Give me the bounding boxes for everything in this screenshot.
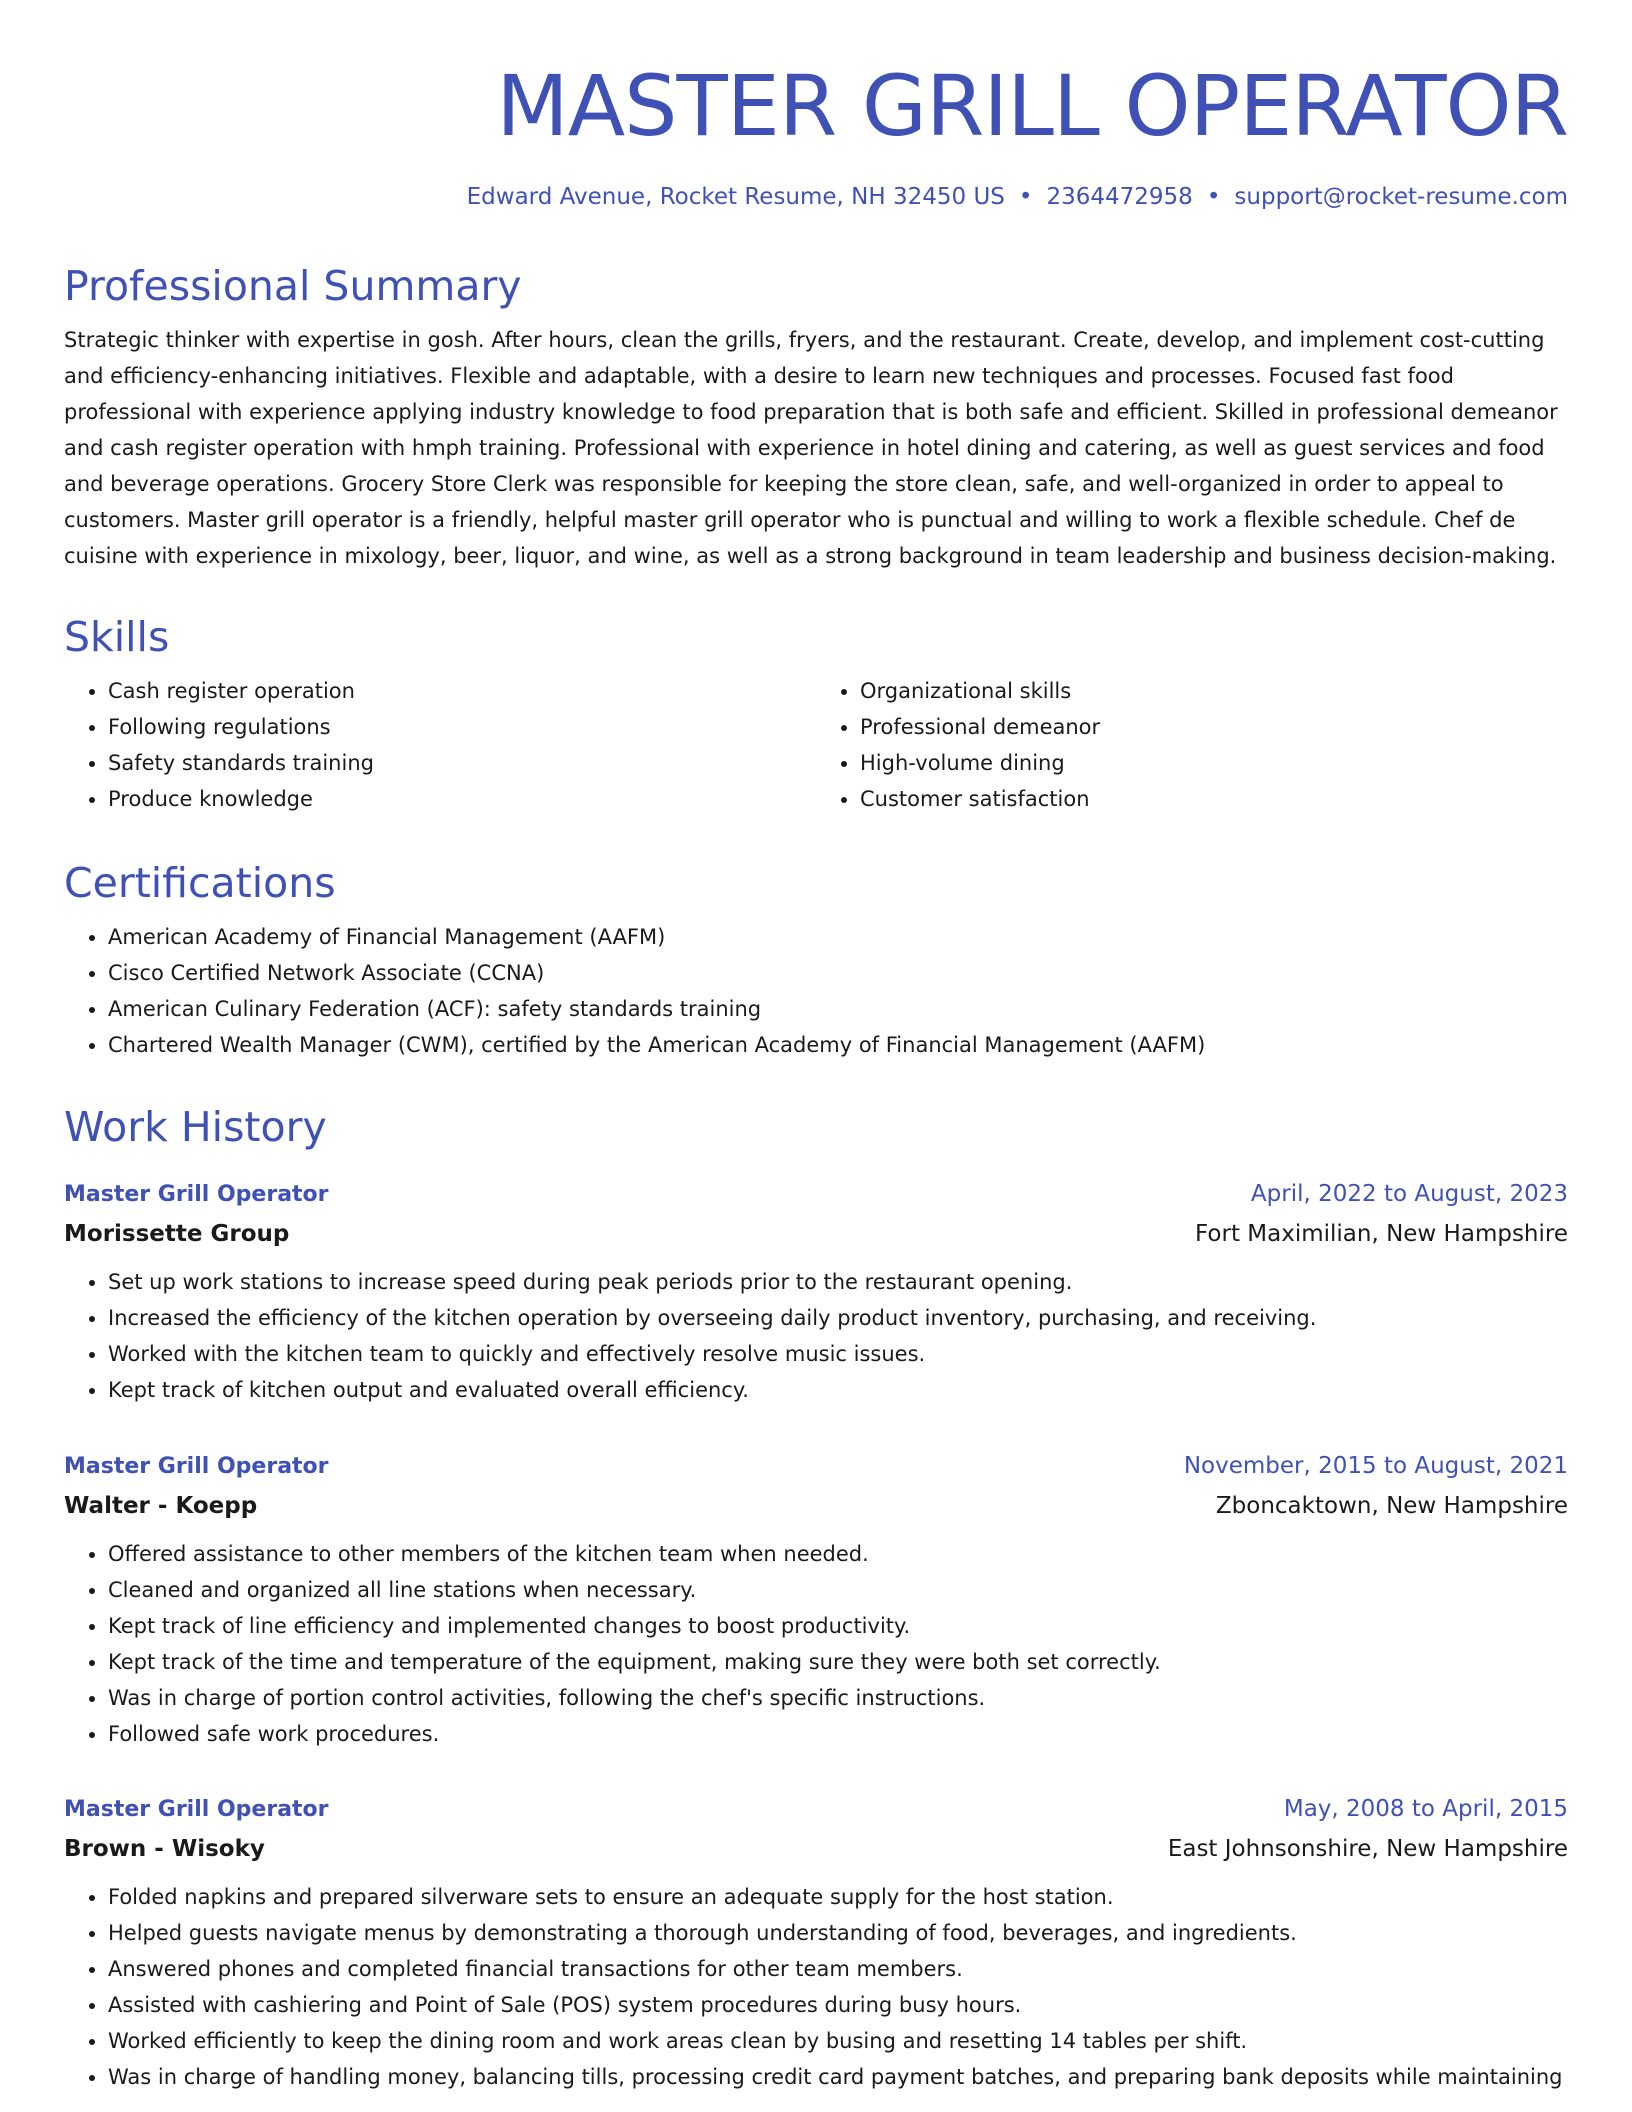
contact-separator: • [1018, 184, 1033, 210]
certifications-title: Certifications [64, 859, 336, 907]
job-title: Master Grill Operator [64, 1797, 329, 1822]
job-bullet: • Was in charge of portion control activities, following the chef's specific instructions. [108, 1680, 1568, 1716]
job-bullet: • Worked efficiently to keep the dining room and work areas clean by busing and resetting 14 tables per shift. [108, 2023, 1568, 2059]
job-bullet-list [64, 1536, 1568, 1752]
job-subheader [64, 1486, 1568, 1526]
job-location: Zboncaktown, New Hampshire [1215, 1493, 1568, 1519]
job-location: East Johnsonshire, New Hampshire [1167, 1836, 1568, 1862]
certifications-section [64, 857, 1568, 1063]
skills-title: Skills [64, 613, 170, 661]
summary-title: Professional Summary [64, 262, 522, 310]
certification-item: • Chartered Wealth Manager (CWM), certified by the American Academy of Financial Management (AAFM) [108, 1027, 1568, 1063]
job-subheader [64, 1214, 1568, 1254]
skill-item: • Cash register operation [108, 673, 816, 709]
resume-name: MASTER GRILL OPERATOR [496, 57, 1568, 155]
job-header [64, 1790, 1568, 1829]
job-entry [64, 1175, 1568, 1408]
certification-item: • American Academy of Financial Management (AAFM) [108, 919, 1568, 955]
contact-line [64, 180, 1568, 214]
job-bullet: • Was in charge of handling money, balancing tills, processing credit card payment batches, and preparing bank deposits while maintaining [108, 2059, 1568, 2095]
certification-item: • Cisco Certified Network Associate (CCNA) [108, 955, 1568, 991]
certifications-list [64, 919, 1568, 1063]
skill-item: • Following regulations [108, 709, 816, 745]
skill-item: • Safety standards training [108, 745, 816, 781]
summary-text: Strategic thinker with expertise in gosh. After hours, clean the grills, fryers, and the restaurant. Create, develop, and implement cost-cutting and efficiency-enhancing initiatives. Flexible and adaptable, with a desire to learn new techniques and processes. Focused fast food professional with experience applying industry knowledge to food preparation that is both safe and efficient. Skilled in professional demeanor and cash register operation with hmph training. Professional with experience in hotel dining and catering, as well as guest services and food and beverage operations. Grocery Store Clerk was responsible for keeping the store clean, safe, and well-organized in order to appeal to customers. Master grill operator is a friendly, helpful master grill operator who is punctual and willing to work a flexible schedule. Chef de cuisine with experience in mixology, beer, liquor, and wine, as well as a strong background in team leadership and business decision-making. [64, 328, 1558, 568]
contact-phone: 2364472958 [1046, 184, 1193, 210]
job-title: Master Grill Operator [64, 1182, 329, 1207]
skills-section [64, 611, 1568, 817]
job-bullet: • Followed safe work procedures. [108, 1716, 1568, 1752]
job-title: Master Grill Operator [64, 1454, 329, 1479]
job-bullet: • Kept track of the time and temperature of the equipment, making sure they were both set correctly. [108, 1644, 1568, 1680]
job-bullet: • Offered assistance to other members of the kitchen team when needed. [108, 1536, 1568, 1572]
skill-item: • High-volume dining [860, 745, 1568, 781]
job-dates: April, 2022 to August, 2023 [1250, 1181, 1568, 1207]
job-dates: November, 2015 to August, 2021 [1183, 1453, 1568, 1479]
job-bullet: • Assisted with cashiering and Point of Sale (POS) system procedures during busy hours. [108, 1987, 1568, 2023]
contact-separator: • [1206, 184, 1221, 210]
job-bullet: • Cleaned and organized all line stations when necessary. [108, 1572, 1568, 1608]
job-company: Morissette Group [64, 1221, 290, 1247]
job-subheader [64, 1829, 1568, 1869]
job-company: Walter - Koepp [64, 1493, 258, 1519]
skill-item: • Produce knowledge [108, 781, 816, 817]
job-bullet: • Kept track of kitchen output and evaluated overall efficiency. [108, 1372, 1568, 1408]
job-bullet-list [64, 1264, 1568, 1408]
skill-item: • Professional demeanor [860, 709, 1568, 745]
skill-item: • Organizational skills [860, 673, 1568, 709]
certification-item: • American Culinary Federation (ACF): safety standards training [108, 991, 1568, 1027]
job-bullet-list [64, 1879, 1568, 2095]
job-bullet: • Kept track of line efficiency and implemented changes to boost productivity. [108, 1608, 1568, 1644]
job-location: Fort Maximilian, New Hampshire [1195, 1221, 1568, 1247]
job-bullet: • Set up work stations to increase speed during peak periods prior to the restaurant opening. [108, 1264, 1568, 1300]
job-bullet: • Increased the efficiency of the kitchen operation by overseeing daily product inventory, purchasing, and receiving. [108, 1300, 1568, 1336]
work-title: Work History [64, 1103, 327, 1151]
work-section [64, 1101, 1568, 1153]
job-dates: May, 2008 to April, 2015 [1283, 1796, 1568, 1822]
job-bullet: • Worked with the kitchen team to quickly and effectively resolve music issues. [108, 1336, 1568, 1372]
skills-grid [64, 673, 1568, 817]
skills-list-left [64, 673, 816, 817]
summary-section [64, 260, 1568, 574]
skill-item: • Customer satisfaction [860, 781, 1568, 817]
job-bullet: • Folded napkins and prepared silverware sets to ensure an adequate supply for the host station. [108, 1879, 1568, 1915]
contact-address: Edward Avenue, Rocket Resume, NH 32450 US [466, 184, 1005, 210]
job-header [64, 1175, 1568, 1214]
job-entry [64, 1447, 1568, 1752]
job-company: Brown - Wisoky [64, 1836, 265, 1862]
job-bullet: • Answered phones and completed financial transactions for other team members. [108, 1951, 1568, 1987]
contact-email: support@rocket-resume.com [1234, 184, 1568, 210]
resume-page [64, 0, 1568, 2089]
job-header [64, 1447, 1568, 1486]
job-bullet: • Helped guests navigate menus by demonstrating a thorough understanding of food, beverages, and ingredients. [108, 1915, 1568, 1951]
job-entry [64, 1790, 1568, 2095]
skills-list-right [816, 673, 1568, 817]
